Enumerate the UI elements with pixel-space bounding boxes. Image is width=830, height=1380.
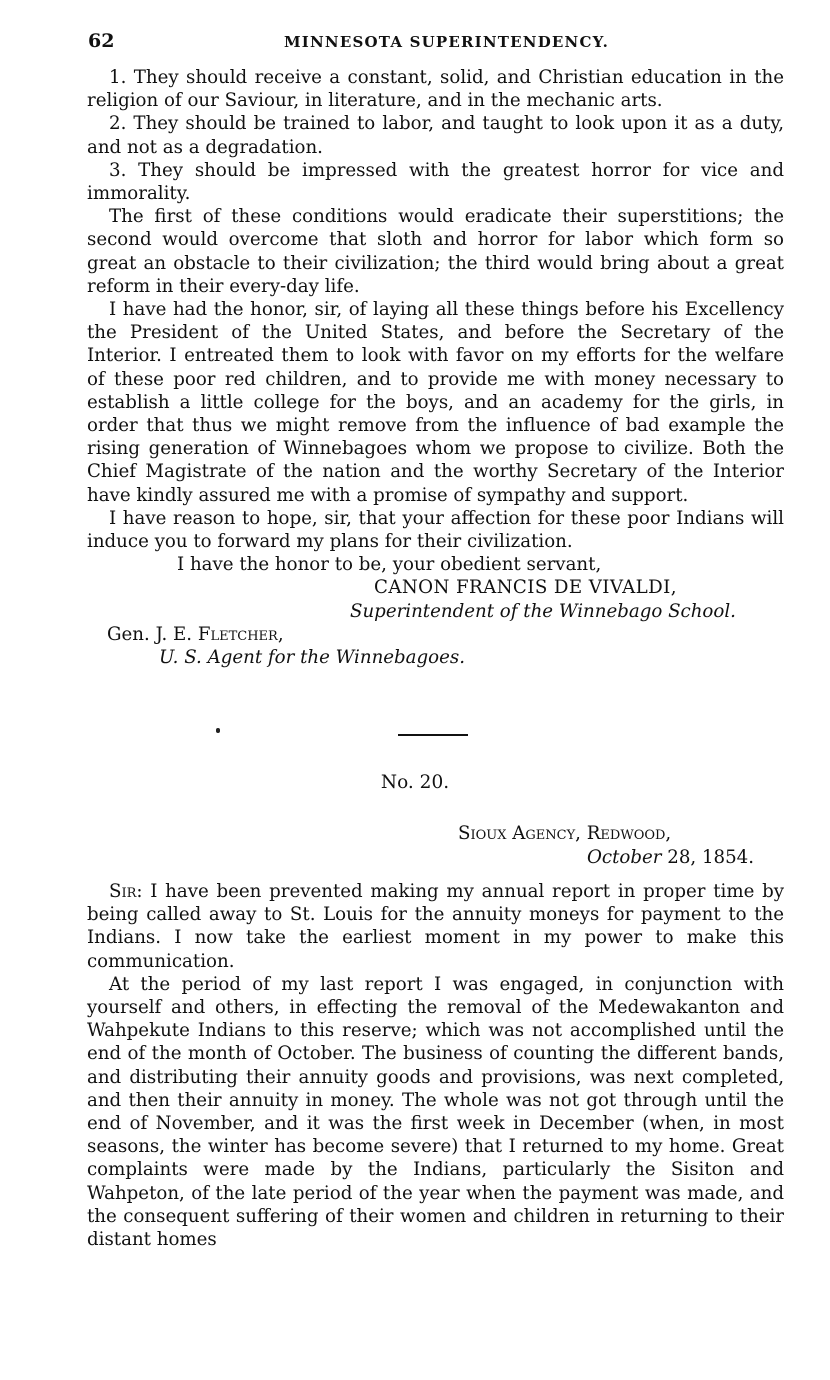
addressee-name: Fletcher, bbox=[197, 623, 284, 645]
signature-title: Superintendent of the Winnebago School. bbox=[350, 600, 736, 622]
page-number: 62 bbox=[88, 30, 115, 52]
dateline-month: October bbox=[587, 847, 662, 868]
dateline-day-year: 28, 1854. bbox=[661, 847, 755, 868]
paragraph: I have reason to hope, sir, that your affection for these poor Indians will induce you to forward my plans for their civilization. bbox=[87, 507, 784, 553]
running-head: MINNESOTA SUPERINTENDENCY. bbox=[284, 33, 609, 51]
dateline bbox=[87, 822, 784, 870]
salutation: Sir bbox=[109, 881, 137, 902]
addressee-prefix: Gen. J. E. bbox=[107, 623, 198, 645]
addressee-title: U. S. Agent for the Winnebagoes. bbox=[159, 647, 465, 669]
addressee bbox=[87, 623, 784, 646]
paragraph: 1. They should receive a constant, solid, and Christian education in the religion of our Saviour, in literature, and in the mechanic arts. bbox=[87, 67, 784, 112]
section-divider bbox=[398, 734, 468, 736]
paragraph-text: : I have been prevented making my annual report in proper time by being called away to St. Louis for the annuity moneys for payment to the Indians. I now take the earliest moment in my power to make this communication. bbox=[87, 881, 784, 972]
paragraph: 2. They should be trained to labor, and taught to look upon it as a duty, and not as a degradation. bbox=[87, 113, 784, 158]
dateline-date bbox=[87, 846, 784, 870]
paragraph: I have had the honor, sir, of laying all these things before his Excellency the President of the United States, and before the Secretary of the Interior. I entreated them to look with favor on my efforts for the welfare of these poor red children, and to provide me with money necessary to establish a little college for the boys, and an academy for the girls, in order that thus we might remove from the influence of bad example the rising generation of Winnebagoes whom we propose to civilize. Both the Chief Magistrate of the nation and the worthy Secretary of the Interior have kindly assured me with a promise of sympathy and support. bbox=[87, 299, 784, 506]
document-number: No. 20. bbox=[380, 772, 450, 793]
first-letter bbox=[87, 66, 784, 669]
closing-line: I have the honor to be, your obedient servant, bbox=[177, 554, 602, 576]
paragraph: The first of these conditions would eradicate their superstitions; the second would overcome that sloth and horror for labor which form so great an obstacle to their civilization; the third would bring about a great reform in their every-day life. bbox=[87, 206, 784, 297]
second-letter bbox=[87, 880, 784, 1251]
signature-name: CANON FRANCIS DE VIVALDI, bbox=[374, 577, 677, 599]
paragraph: At the period of my last report I was engaged, in conjunction with yourself and others, in effecting the removal of the Medewakanton and Wahpekute Indians to this reserve; which was not accomplished until the end of the month of October. The business of counting the different bands, and distributing their annuity goods and provisions, was next completed, and then their annuity in money. The whole was not got through until the end of November, and it was the first week in December (when, in most seasons, the winter has become severe) that I returned to my home. Great complaints were made by the Indians, particularly the Sisiton and Wahpeton, of the late period of the year when the payment was made, and the consequent suffering of their women and children in returning to their distant homes bbox=[87, 973, 784, 1251]
paragraph bbox=[87, 880, 784, 973]
dateline-place: Sioux Agency, Redwood, bbox=[458, 823, 672, 844]
paragraph: 3. They should be impressed with the greatest horror for vice and immorality. bbox=[87, 159, 784, 205]
stray-ink-mark bbox=[216, 728, 220, 733]
page-header bbox=[88, 30, 788, 56]
